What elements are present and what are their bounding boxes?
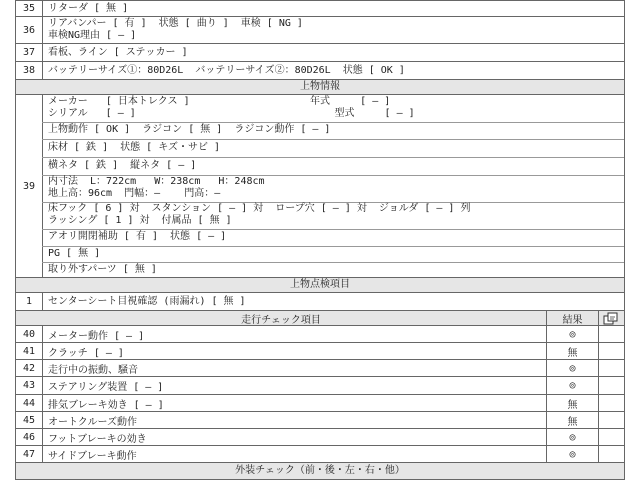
row-text: ステアリング装置 [ — ] (48, 382, 164, 393)
row-number: 39 (16, 95, 43, 277)
row-number: 43 (16, 377, 43, 394)
row-text: 走行中の振動、騒音 (48, 364, 138, 376)
result-value: ◎ (546, 377, 599, 394)
driving-header-label: 走行チェック項目 (241, 314, 321, 326)
blank-cell (597, 412, 624, 428)
row-text: フットブレーキの効き (48, 433, 147, 445)
row-number: 44 (16, 395, 43, 411)
row-text: 看板、ライン [ ステッカー ] (48, 47, 188, 58)
row-number: 35 (16, 1, 43, 16)
driving-row-46 (15, 429, 625, 446)
sub-dimensions (42, 175, 624, 203)
sub-maker (42, 95, 624, 123)
row-text: センターシート目視確認 (雨漏れ) [ 無 ] (48, 296, 246, 307)
row-number: 46 (16, 429, 43, 445)
result-value: ◎ (546, 326, 599, 342)
blank-cell (597, 377, 624, 394)
blank-cell (597, 429, 624, 445)
row-39 (15, 95, 625, 278)
sub-floor (42, 139, 624, 158)
sub-text: シリアル [ — ] 型式 [ — ] (48, 108, 415, 119)
section-header-exterior: 外装チェック（前・後・左・右・他） (15, 463, 625, 480)
sub-text: アオリ開閉補助 [ 有 ] 状態 [ — ] (48, 231, 227, 242)
driving-row-45 (15, 412, 625, 429)
driving-check-header (15, 311, 625, 326)
result-value: 無 (546, 343, 599, 359)
sub-aori (42, 229, 624, 247)
sub-beams (42, 157, 624, 176)
row-number: 37 (16, 44, 43, 61)
result-value: ◎ (546, 360, 599, 376)
result-header: 結果 (546, 311, 599, 325)
sub-text: 床材 [ 鉄 ] 状態 [ キズ・サビ ] (48, 142, 221, 153)
result-value: 無 (546, 395, 599, 411)
row-number: 41 (16, 343, 43, 359)
section-header-upper-info: 上物情報 (15, 80, 625, 95)
driving-row-41 (15, 343, 625, 360)
result-value: ◎ (546, 429, 599, 445)
row-text: サイドブレーキ動作 (48, 450, 137, 462)
sub-text: 内寸法 L：722cm W：238cm H：248cm (48, 176, 265, 187)
inspection-sheet (15, 0, 625, 480)
driving-row-47 (15, 446, 625, 463)
driving-row-42 (15, 360, 625, 377)
row-number: 45 (16, 412, 43, 428)
row-number: 36 (16, 17, 43, 43)
result-value: 無 (546, 412, 599, 428)
sub-text: 床フック [ 6 ] 対 スタンション [ — ] 対 ロープ穴 [ — ] 対 ジョルダ [ — ] 列 (48, 203, 471, 214)
row-text: 排気ブレーキ効き [ — ] (48, 399, 164, 411)
driving-row-40 (15, 326, 625, 343)
row-text: メーター動作 [ — ] (48, 330, 145, 342)
sub-pg (42, 246, 624, 263)
sub-text: ラッシング [ 1 ] 対 付属品 [ 無 ] (48, 215, 232, 226)
sub-hooks (42, 202, 624, 230)
driving-row-44 (15, 395, 625, 412)
row-37 (15, 44, 625, 62)
row-number: 40 (16, 326, 43, 342)
sub-text: 横ネタ [ 鉄 ] 縦ネタ [ — ] (48, 160, 197, 171)
row-number: 42 (16, 360, 43, 376)
row-text: リアバンパー [ 有 ] 状態 [ 曲り ] 車検 [ NG ] (48, 18, 303, 29)
blank-cell (597, 360, 624, 376)
row-text: オートクルーズ動作 (48, 416, 137, 428)
sub-text: 取り外すパーツ [ 無 ] (48, 264, 157, 275)
upper-inspect-row-1 (15, 293, 625, 311)
row-text: クラッチ [ — ] (48, 347, 124, 359)
sub-text: 上物動作 [ OK ] ラジコン [ 無 ] ラジコン動作 [ — ] (48, 124, 331, 135)
sub-removable-parts (42, 262, 624, 278)
blank-cell (597, 446, 624, 462)
row-text: バッテリーサイズ①：80D26L バッテリーサイズ②：80D26L 状態 [ OK ] (48, 65, 405, 76)
sub-text: メーカー [ 日本トレクス ] 年式 [ — ] (48, 96, 391, 107)
copy-icon[interactable] (597, 311, 624, 325)
row-number: 1 (16, 293, 43, 310)
sub-text: PG [ 無 ] (48, 248, 101, 259)
blank-cell (597, 395, 624, 411)
result-value: ◎ (546, 446, 599, 462)
sub-upper-operation (42, 122, 624, 140)
row-38 (15, 62, 625, 80)
row-number: 38 (16, 62, 43, 79)
row-text: リターダ [ 無 ] (48, 3, 129, 14)
blank-cell (597, 343, 624, 359)
row-text: 車検NG理由 [ — ] (48, 30, 137, 41)
sub-text: 地上高：96cm 門幅：— 門高：— (48, 188, 221, 199)
row-36 (15, 17, 625, 44)
row-35 (15, 0, 625, 17)
section-header-upper-inspection: 上物点検項目 (15, 278, 625, 293)
row-number: 47 (16, 446, 43, 462)
blank-cell (597, 326, 624, 342)
driving-row-43 (15, 377, 625, 395)
